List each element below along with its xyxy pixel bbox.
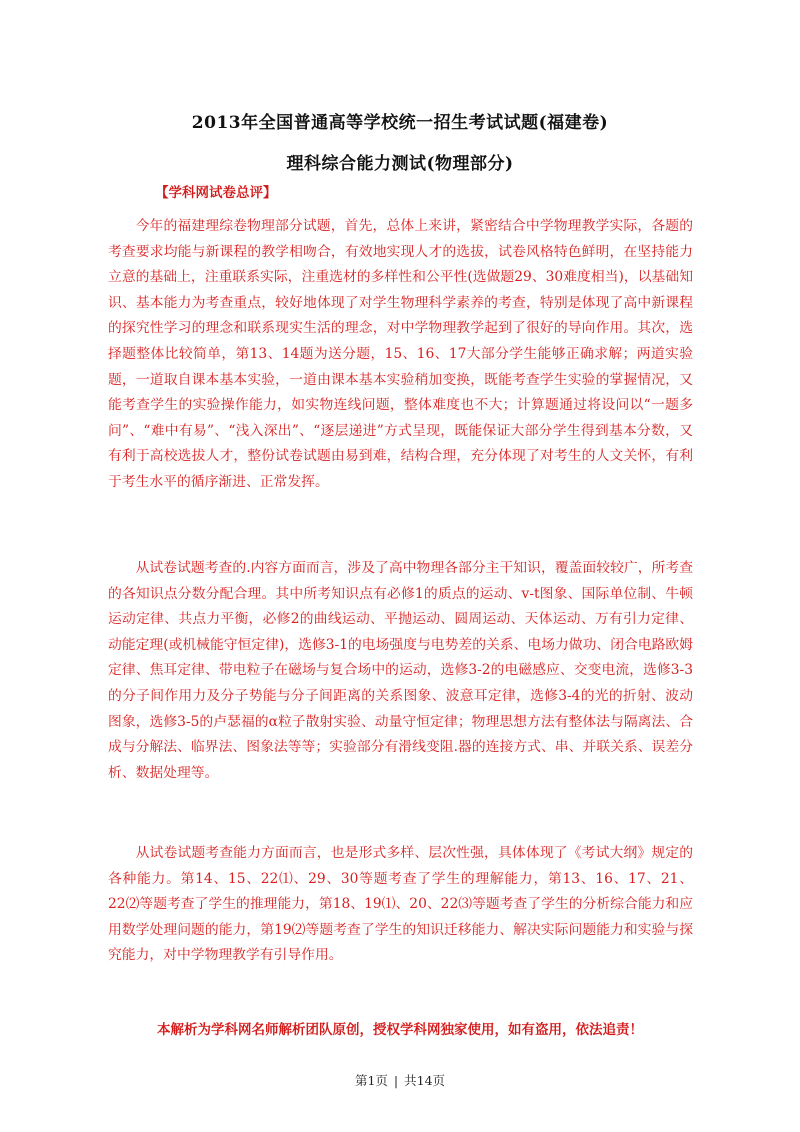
- page-total: 共14页: [404, 1073, 446, 1088]
- page-number: 第1页: [354, 1073, 388, 1088]
- content-paragraph: 从试卷试题考查的.内容方面而言，涉及了高中物理各部分主干知识，覆盖面较较广，所考查的各知识点分数分配合理。其中所考知识点有必修1的质点的运动、v-t图象、国际单位制、牛顿运动定律、共点力平衡，必修2的曲线运动、平抛运动、圆周运动、天体运动、万有引力定律、动能定理(或机械能守恒定律)，选修3-1的电场强度与电势差的关系、电场力做功、闭合电路欧姆定律、焦耳定律、带电粒子在磁场与复合场中的运动，选修3-2的电磁感应、交变电流，选修3-3的分子间作用力及分子势能与分子间距离的关系图象、波意耳定律，选修3-4的光的折射、波动图象，选修3-5的卢瑟福的α粒子散射实验、动量守恒定律；物理思想方法有整体法与隔离法、合成与分解法、临界法、图象法等等；实验部分有滑线变阻.器的连接方式、串、并联关系、误差分析、数据处理等。: [108, 560, 693, 781]
- ability-paragraph: 从试卷试题考查能力方面而言，也是形式多样、层次性强，具体体现了《考试大纲》规定的各种能力。第14、15、22⑴、29、30等题考查了学生的理解能力，第13、16、17、21、22⑵等题考查了学生的推理能力，第18、19⑴、20、22⑶等题考查了学生的分析综合能力和应用数学处理问题的能力，第19⑵等题考查了学生的知识迁移能力、解决实际问题能力和实验与探究能力，对中学物理教学有引导作用。: [108, 845, 693, 964]
- footer-separator: |: [393, 1073, 399, 1088]
- document-subtitle: 理科综合能力测试(物理部分): [286, 154, 514, 174]
- overview-paragraph: 今年的福建理综卷物理部分试题，首先，总体上来讲，紧密结合中学物理教学实际，各题的考查要求均能与新课程的教学相吻合，有效地实现人才的选拔，试卷风格特色鲜明，在坚持能力立意的基础上，注重联系实际，注重选材的多样性和公平性(选做题29、30难度相当)，以基础知识、基本能力为考查重点，较好地体现了对学生物理科学素养的考查，特别是体现了高中新课程的探究性学习的理念和联系现实生活的理念，对中学物理教学起到了很好的导向作用。其次，选择题整体比较简单，第13、14题为送分题，15、16、17大部分学生能够正确求解；两道实验题，一道取自课本基本实验，一道由课本基本实验稍加变换，既能考查学生实验的掌握情况，又能考查学生的实验操作能力，如实物连线问题，整体难度也不大；计算题通过将设问以“一题多问”、“难中有易”、“浅入深出”、“逐层递进”方式呈现，既能保证大部分学生得到基本分数，又有利于高校选拔人才，整份试卷试题由易到难，结构合理，充分体现了对考生的人文关怀，有利于考生水平的循序渐进、正常发挥。: [108, 218, 693, 490]
- page-footer: [0, 1071, 800, 1089]
- copyright-statement: 本解析为学科网名师解析团队原创，授权学科网独家使用，如有盗用，依法追责！: [157, 1022, 643, 1038]
- section-heading: 【学科网试卷总评】: [155, 185, 277, 201]
- document-title: 2013年全国普通高等学校统一招生考试试题(福建卷): [191, 113, 609, 133]
